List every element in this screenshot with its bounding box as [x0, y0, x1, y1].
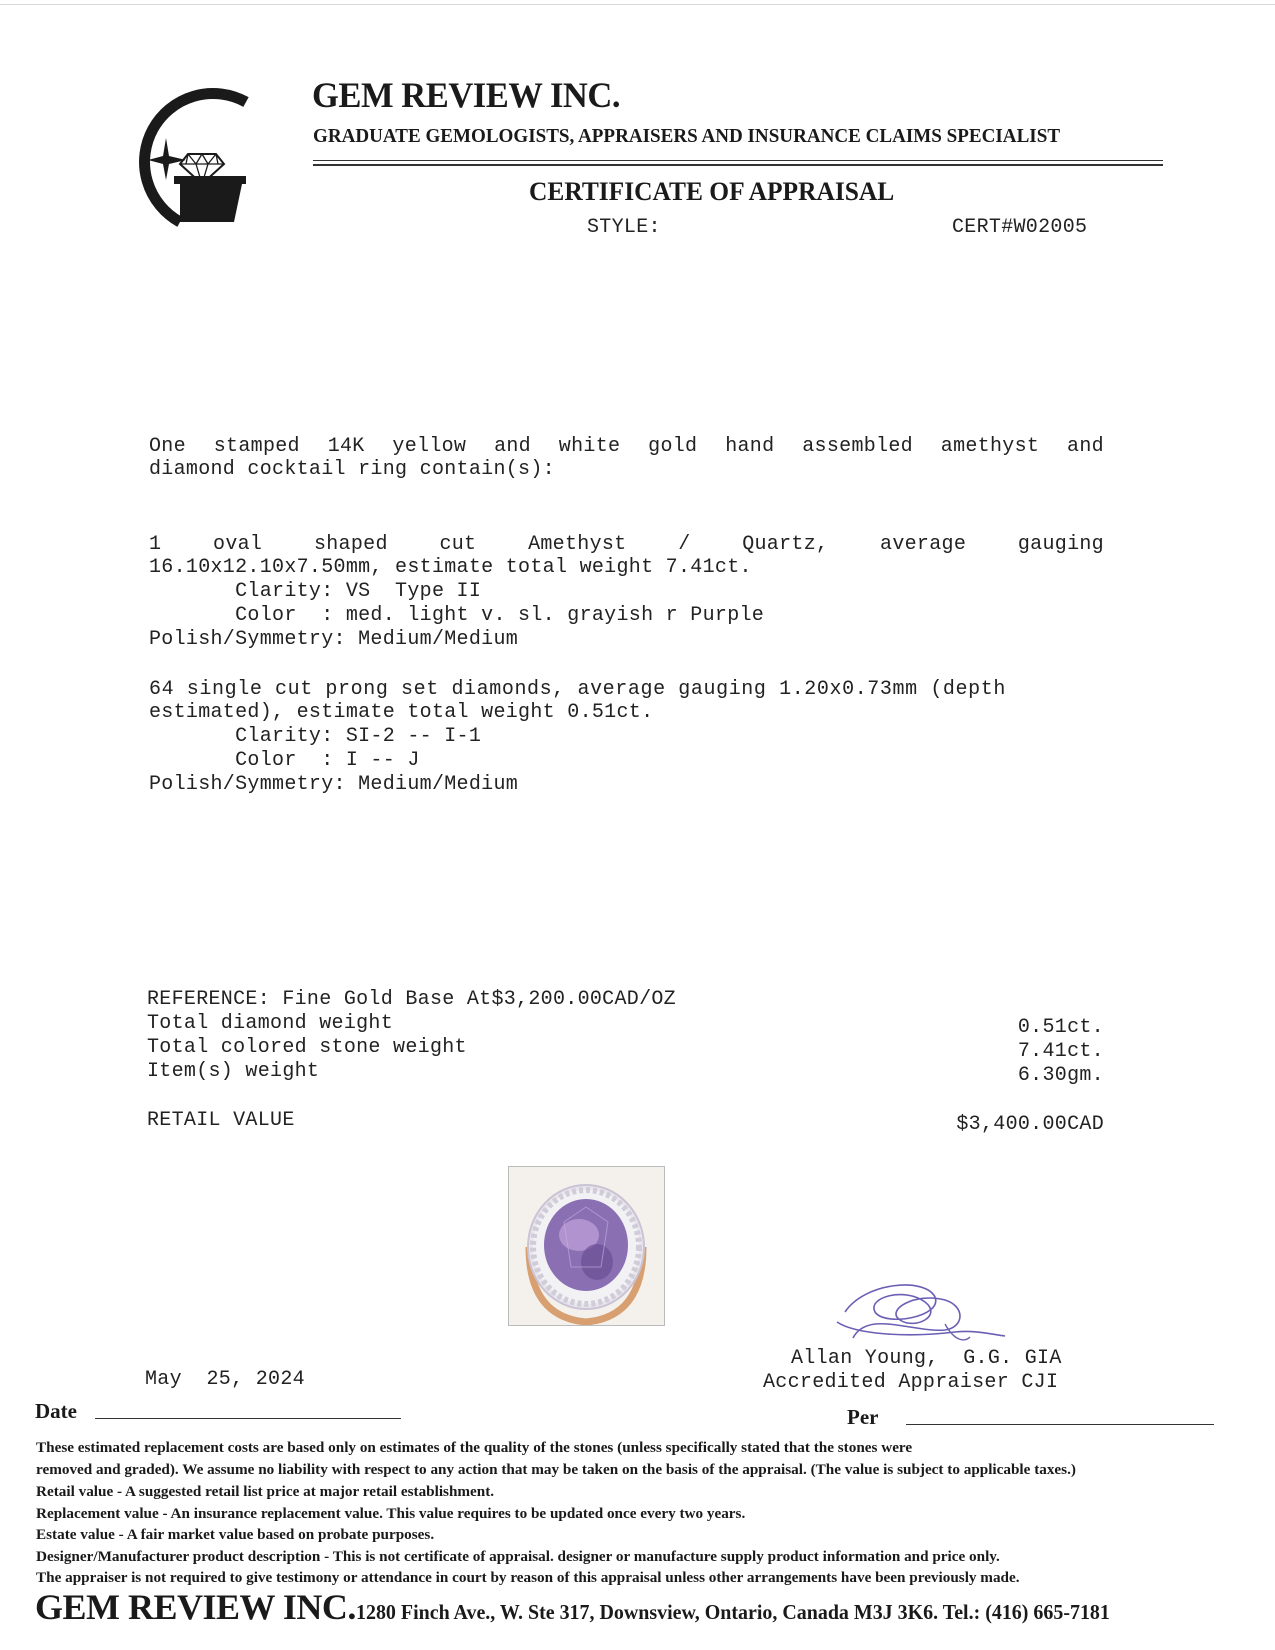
intro-word: One [149, 435, 186, 458]
date-label: Date [35, 1399, 77, 1423]
intro-word: assembled [802, 435, 913, 458]
stone2-line-1: 64 single cut prong set diamonds, average gauging 1.20x0.73mm (depth [149, 678, 1006, 701]
stone1-polish: Polish/Symmetry: Medium/Medium [149, 628, 519, 651]
intro-word: 14K [327, 435, 365, 458]
company-name: GEM REVIEW INC. [312, 75, 621, 115]
stone1-word: gauging [1017, 533, 1104, 556]
intro-word: stamped [213, 435, 300, 458]
certificate-title: CERTIFICATE OF APPRAISAL [529, 176, 895, 206]
cert-number: CERT#W02005 [952, 216, 1088, 239]
retail-value-label: RETAIL VALUE [147, 1109, 295, 1132]
disclaimer-line: The appraiser is not required to give testimony or attendance in court by reason of this appraisal unless other arrangements have been previously made. [36, 1569, 1020, 1586]
summary-value: 0.51ct. [1017, 1016, 1104, 1039]
disclaimer-line: Replacement value - An insurance replacement value. This value requires to be updated once every two years. [36, 1505, 746, 1522]
stone1-word: 1 [149, 533, 162, 556]
summary-label: Total colored stone weight [147, 1036, 467, 1059]
appraiser-name: Allan Young, G.G. GIA [791, 1347, 1062, 1370]
summary-value: 7.41ct. [1017, 1040, 1104, 1063]
stone1-word: oval [213, 533, 263, 556]
summary-value: 6.30gm. [1017, 1064, 1104, 1087]
gem-review-logo-icon [118, 80, 258, 230]
per-label: Per [847, 1405, 879, 1429]
intro-word: amethyst [940, 435, 1040, 458]
intro-word: white [558, 435, 621, 458]
footer [35, 1586, 1149, 1628]
date-line [95, 1418, 401, 1419]
stone1-word: shaped [313, 533, 388, 556]
stone2-color: Color : I -- J [149, 749, 420, 772]
intro-line-1 [149, 435, 1104, 458]
disclaimer-line: removed and graded). We assume no liability with respect to any action that may be taken on the basis of the appraisal. (The value is subject to applicable taxes.) [36, 1461, 1076, 1478]
appraiser-title: Accredited Appraiser CJI [763, 1371, 1059, 1394]
stone1-word: Amethyst [528, 533, 627, 556]
intro-word: gold [648, 435, 698, 458]
stone1-word: / [678, 533, 691, 556]
disclaimer-line: Retail value - A suggested retail list price at major retail establishment. [36, 1483, 495, 1500]
stone2-polish: Polish/Symmetry: Medium/Medium [149, 773, 519, 796]
retail-value-amount: $3,400.00CAD [956, 1113, 1104, 1136]
company-tagline: GRADUATE GEMOLOGISTS, APPRAISERS AND INSURANCE CLAIMS SPECIALIST [313, 125, 1061, 147]
amethyst-diamond-ring-photo [508, 1166, 665, 1326]
stone1-line-1 [149, 533, 1104, 556]
disclaimer-line: Designer/Manufacturer product description - This is not certificate of appraisal. designer or manufacture supply product information and price only. [36, 1548, 1000, 1565]
reference-line: REFERENCE: Fine Gold Base At$3,200.00CAD/OZ [147, 988, 676, 1011]
intro-line-2: diamond cocktail ring contain(s): [149, 458, 555, 481]
top-border-line [0, 4, 1275, 5]
footer-address: 1280 Finch Ave., W. Ste 317, Downsview, Ontario, Canada M3J 3K6. Tel.: (416) 665-7181 [355, 1600, 1110, 1624]
style-label: STYLE: [587, 216, 661, 239]
intro-word: hand [725, 435, 775, 458]
intro-word: and [494, 435, 531, 458]
stone2-line-2: estimated), estimate total weight 0.51ct. [149, 701, 654, 724]
disclaimer-line: Estate value - A fair market value based on probate purposes. [36, 1526, 435, 1543]
stone1-word: average [880, 533, 967, 556]
header-rule-thick [313, 164, 1163, 166]
intro-word: yellow [392, 435, 467, 458]
appraisal-date: May 25, 2024 [145, 1368, 305, 1391]
stone1-dimensions: 16.10x12.10x7.50mm, estimate total weight 7.41ct. [149, 556, 752, 579]
footer-company: GEM REVIEW INC. [35, 1587, 356, 1627]
stone1-word: cut [439, 533, 477, 556]
stone1-clarity: Clarity: VS Type II [149, 580, 482, 603]
summary-label: Total diamond weight [147, 1012, 394, 1035]
stone2-clarity: Clarity: SI-2 -- I-1 [149, 725, 482, 748]
stone1-color: Color : med. light v. sl. grayish r Purple [149, 604, 765, 627]
summary-label: Item(s) weight [147, 1060, 320, 1083]
header-rule [313, 160, 1163, 161]
per-line [906, 1424, 1214, 1425]
stone1-word: Quartz, [742, 533, 829, 556]
intro-word: and [1067, 435, 1104, 458]
disclaimer-line: These estimated replacement costs are based only on estimates of the quality of the stones (unless specifically stated that the stones were [36, 1439, 913, 1456]
